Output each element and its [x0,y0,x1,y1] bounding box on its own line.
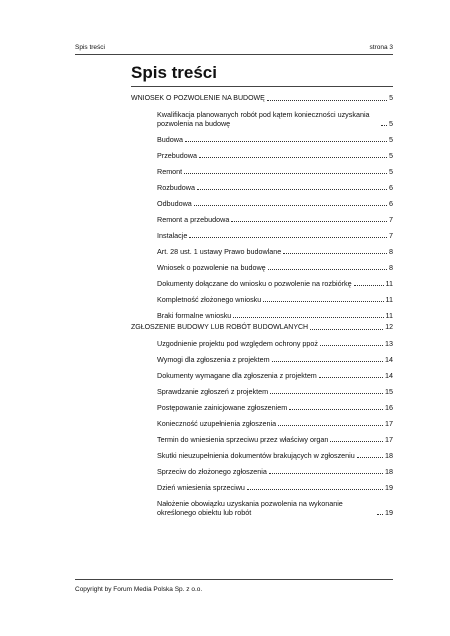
toc-entry-title: Kompletność złożonego wniosku [157,295,262,304]
toc-entry-title: Sprzeciw do złożonego zgłoszenia [157,467,267,476]
toc-entry-title: Dokumenty wymagane dla zgłoszenia z projektem [157,371,317,380]
dot-leader [270,393,383,394]
header-rule [75,54,393,55]
toc-page-number: 5 [389,151,393,160]
toc-page-number: 17 [385,419,393,428]
page-title: Spis treści [131,63,217,82]
dot-leader [354,285,384,286]
toc-entry-title: Postępowanie zainicjowane zgłoszeniem [157,403,288,412]
toc-page-number: 11 [385,311,393,320]
toc-page-number: 7 [389,231,393,240]
dot-leader [330,441,383,442]
toc-page-number: 14 [385,371,393,380]
toc-entry[interactable] [131,339,393,348]
toc-entry-title: Remont [157,167,183,176]
toc-entry-title: Kwalifikacja planowanych robót pod kątem konieczności uzyskania pozwolenia na budowę [157,110,370,128]
dot-leader [269,473,383,474]
toc-entry[interactable] [131,215,393,224]
toc-page-number: 8 [389,263,393,272]
toc-entry[interactable] [131,483,393,492]
dot-leader [263,301,383,302]
dot-leader [199,157,387,158]
toc-entry-title: ZGŁOSZENIE BUDOWY LUB ROBÓT BUDOWLANYCH [131,324,309,331]
toc-page-number: 5 [389,135,393,144]
footer-copyright: Copyright by Forum Media Polska Sp. z o.o. [75,586,203,593]
dot-leader [185,141,387,142]
toc-entry-title: Wymogi dla zgłoszenia z projektem [157,355,270,364]
toc-entry[interactable] [131,467,393,476]
toc-entry[interactable] [131,167,393,176]
toc-entry-title: Termin do wniesienia sprzeciwu przez właściwy organ [157,435,329,444]
dot-leader [310,329,383,330]
toc-page-number: 6 [389,199,393,208]
toc-page-number: 13 [385,339,393,348]
toc-entry[interactable] [131,371,393,380]
toc-entry-title: Remont a przebudowa [157,215,230,224]
toc-entry-title: Dokumenty dołączane do wniosku o pozwolenie na rozbiórkę [157,279,352,288]
toc-entry-title: Wniosek o pozwolenie na budowę [157,263,266,272]
toc-entry[interactable] [131,231,393,240]
toc-entry[interactable] [131,151,393,160]
toc-entry[interactable] [131,311,393,320]
dot-leader [381,125,387,126]
toc-entry[interactable] [131,279,393,288]
dot-leader [357,457,383,458]
toc-entry[interactable] [131,355,393,364]
toc-page-number: 19 [385,508,393,517]
toc-entry[interactable] [131,499,393,517]
dot-leader [320,345,383,346]
toc-entry[interactable] [131,387,393,396]
toc-entry[interactable] [131,435,393,444]
toc-entry-title: Dzień wniesienia sprzeciwu [157,483,245,492]
toc-entry-title: Skutki nieuzupełnienia dokumentów brakujących w zgłoszeniu [157,451,355,460]
toc-entry-title: Odbudowa [157,199,192,208]
toc-page-number: 18 [385,451,393,460]
toc-page-number: 19 [385,483,393,492]
toc-entry-title: Uzgodnienie projektu pod względem ochrony ppoż [157,339,319,348]
toc-entry[interactable] [131,247,393,256]
toc-entry-title: Przebudowa [157,151,197,160]
toc-page-number: 6 [389,183,393,192]
toc-page-number: 7 [389,215,393,224]
toc-page-number: 18 [385,467,393,476]
dot-leader [272,361,383,362]
dot-leader [289,409,383,410]
toc-page-number: 5 [389,167,393,176]
toc-entry[interactable] [131,295,393,304]
footer-rule [75,579,393,580]
title-rule [131,86,393,87]
toc-section-entry[interactable] [131,94,393,103]
toc-entry-title: Art. 28 ust. 1 ustawy Prawo budowlane [157,247,282,256]
dot-leader [189,237,387,238]
toc-page-number: 14 [385,355,393,364]
toc-entry-title: Konieczność uzupełnienia zgłoszenia [157,419,277,428]
dot-leader [278,425,383,426]
toc-entry[interactable] [131,183,393,192]
toc-page-number: 15 [385,387,393,396]
table-of-contents [131,94,393,517]
toc-entry-title: Budowa [157,135,183,144]
toc-entry[interactable] [131,403,393,412]
toc-page-number: 12 [385,324,393,331]
toc-entry[interactable] [131,199,393,208]
dot-leader [197,189,387,190]
dot-leader [267,100,387,101]
toc-entry-title: Nałożenie obowiązku uzyskania pozwolenia na wykonanie określonego obiektu lub robót [157,499,343,517]
toc-page-number: 11 [385,279,393,288]
toc-entry[interactable] [131,135,393,144]
dot-leader [377,514,383,515]
dot-leader [194,205,387,206]
toc-entry[interactable] [131,110,393,128]
toc-entry[interactable] [131,263,393,272]
toc-entry-title: Sprawdzanie zgłoszeń z projektem [157,387,269,396]
toc-entry-title: Rozbudowa [157,183,195,192]
dot-leader [319,377,383,378]
toc-page-number: 11 [385,295,393,304]
toc-page-number: 8 [389,247,393,256]
dot-leader [184,173,387,174]
dot-leader [268,269,387,270]
toc-section-entry[interactable] [131,323,393,332]
toc-entry[interactable] [131,451,393,460]
dot-leader [283,253,387,254]
toc-page-number: 16 [385,403,393,412]
toc-page-number: 5 [389,119,393,128]
dot-leader [231,221,387,222]
toc-page-number: 17 [385,435,393,444]
toc-entry-title: Instalacje [157,231,188,240]
toc-entry-title: WNIOSEK O POZWOLENIE NA BUDOWĘ [131,95,265,102]
toc-page-number: 5 [389,95,393,102]
toc-entry-title: Braki formalne wniosku [157,311,232,320]
running-header-page: strona 3 [369,44,393,51]
running-header-left: Spis treści [75,44,105,51]
dot-leader [233,317,383,318]
toc-entry[interactable] [131,419,393,428]
dot-leader [247,489,383,490]
